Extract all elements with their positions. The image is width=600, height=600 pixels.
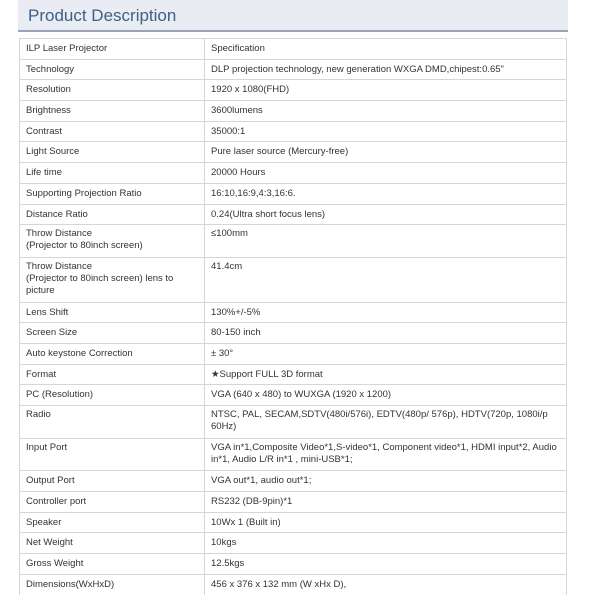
table-row [20,438,567,471]
spec-table [19,38,567,595]
row-label: Speaker [20,512,205,533]
table-row [20,204,567,225]
row-value: 1920 x 1080(FHD) [205,80,567,101]
row-label: Brightness [20,101,205,122]
section-header [18,0,568,32]
row-label: Light Source [20,142,205,163]
table-row [20,225,567,258]
row-label: Controller port [20,491,205,512]
row-value: 35000:1 [205,121,567,142]
row-value: 10kgs [205,533,567,554]
row-label: Distance Ratio [20,204,205,225]
row-value: 80-150 inch [205,323,567,344]
row-value: VGA (640 x 480) to WUXGA (1920 x 1200) [205,385,567,406]
row-label: Gross Weight [20,553,205,574]
table-row [20,257,567,302]
table-row [20,406,567,439]
row-label: Dimensions(WxHxD) [20,574,205,595]
row-value: ≤100mm [205,225,567,258]
table-row [20,385,567,406]
row-label: Input Port [20,438,205,471]
row-label: PC (Resolution) [20,385,205,406]
table-row [20,533,567,554]
row-value: 16:10,16:9,4:3,16:6. [205,183,567,204]
row-label: Contrast [20,121,205,142]
row-label: Net Weight [20,533,205,554]
row-label: Screen Size [20,323,205,344]
table-row [20,142,567,163]
row-label: ILP Laser Projector [20,39,205,60]
row-value: 41.4cm [205,257,567,302]
section-title: Product Description [28,6,177,25]
table-row [20,163,567,184]
table-row [20,323,567,344]
row-value: 10Wx 1 (Built in) [205,512,567,533]
row-value: 456 x 376 x 132 mm (W xHx D), [205,574,567,595]
row-label: Throw Distance (Projector to 80inch screen) lens to picture [20,257,205,302]
row-label: Lens Shift [20,302,205,323]
row-value: Pure laser source (Mercury-free) [205,142,567,163]
row-value: 0.24(Ultra short focus lens) [205,204,567,225]
row-value: VGA in*1,Composite Video*1,S-video*1, Component video*1, HDMI input*2, Audio in*1, Audio L/R in*1 , mini-USB*1; [205,438,567,471]
row-value: 130%+/-5% [205,302,567,323]
row-label: Supporting Projection Ratio [20,183,205,204]
table-row [20,364,567,385]
row-value: 12.5kgs [205,553,567,574]
table-row [20,553,567,574]
table-row [20,512,567,533]
table-row [20,59,567,80]
row-label: Resolution [20,80,205,101]
table-row [20,574,567,595]
row-label: Format [20,364,205,385]
row-label: Life time [20,163,205,184]
row-value: ± 30° [205,344,567,365]
table-row [20,344,567,365]
row-value: 3600lumens [205,101,567,122]
row-value: DLP projection technology, new generation WXGA DMD,chipest:0.65" [205,59,567,80]
row-label: Technology [20,59,205,80]
row-label: Auto keystone Correction [20,344,205,365]
table-row [20,491,567,512]
table-row [20,39,567,60]
row-label: Radio [20,406,205,439]
table-row [20,80,567,101]
row-value: Specification [205,39,567,60]
table-row [20,101,567,122]
row-value: 20000 Hours [205,163,567,184]
table-row [20,121,567,142]
row-label: Output Port [20,471,205,492]
table-row [20,183,567,204]
spec-table-body [20,39,567,595]
row-value: VGA out*1, audio out*1; [205,471,567,492]
row-value: ★Support FULL 3D format [205,364,567,385]
table-row [20,302,567,323]
row-label: Throw Distance (Projector to 80inch screen) [20,225,205,258]
table-row [20,471,567,492]
row-value: RS232 (DB-9pin)*1 [205,491,567,512]
row-value: NTSC, PAL, SECAM,SDTV(480i/576i), EDTV(480p/ 576p), HDTV(720p, 1080i/p 60Hz) [205,406,567,439]
